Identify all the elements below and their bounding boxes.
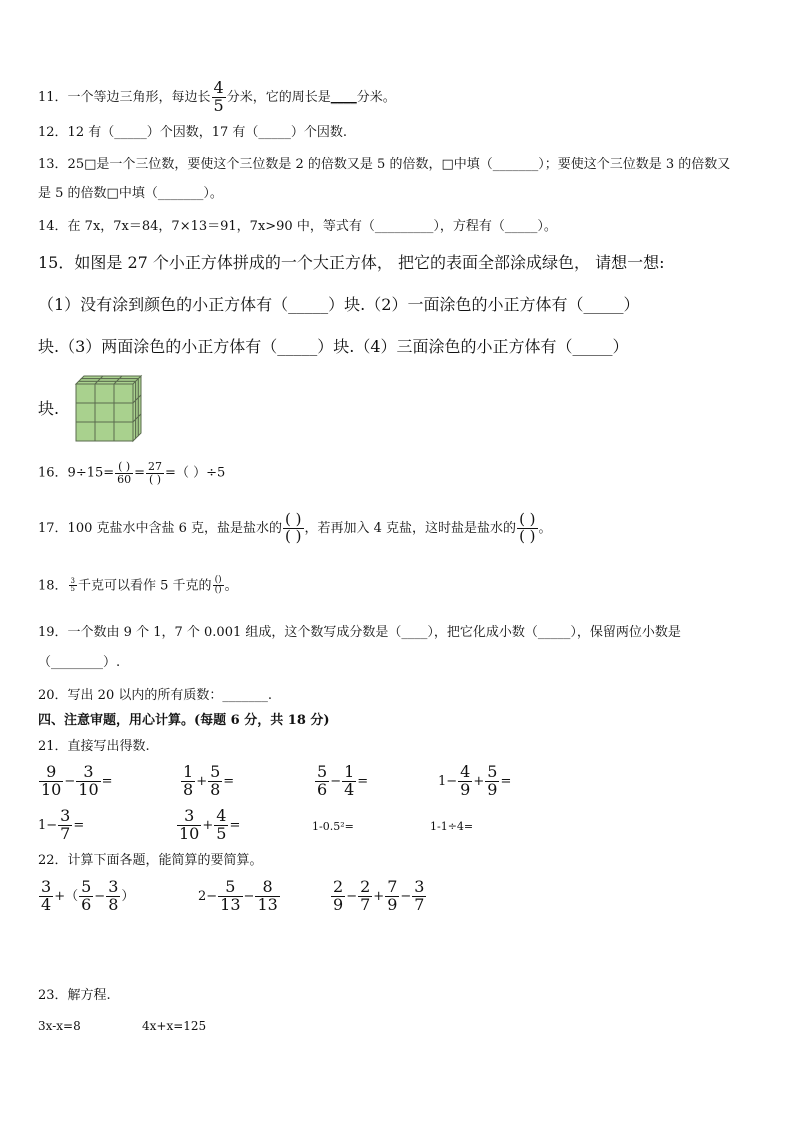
cube-side-cell	[138, 395, 141, 417]
cube-side-cell	[138, 414, 141, 436]
question-12: 12．12 有（_____）个因数，17 有（_____）个因数.	[38, 125, 348, 140]
q23-equation-1: 3x-x=8	[38, 1019, 81, 1033]
q11-pre: 11．一个等边三角形，每边长	[38, 89, 211, 105]
cube-front-cell	[95, 384, 114, 403]
cube-front-cell	[114, 384, 133, 403]
q21-expr-1: $\frac{9}{10}$ − $\frac{3}{10}$ =	[41, 762, 113, 799]
q17-fraction-1: $\frac{( )}{( )}$	[285, 510, 302, 545]
question-14: 14．在 7x，7x＝84，7×13＝91，7x>90 中，等式有（_________），方程有（_____）。	[38, 219, 557, 234]
cube-top-cell	[95, 381, 117, 384]
cube-front-cell	[114, 403, 133, 422]
q21-expr-4: 1− $\frac{4}{9}$ + $\frac{5}{9}$ =	[438, 762, 512, 799]
question-23-title: 23．解方程.	[38, 988, 111, 1003]
cube-top-cell	[76, 381, 98, 384]
cube-front-cell	[95, 422, 114, 441]
q21-expr-7: 1-0.5²=	[312, 820, 354, 833]
question-13-line1: 13．25□是一个三位数，要使这个三位数是 2 的倍数又是 5 的倍数，□中填（_______）；要使这个三位数是 3 的倍数又	[38, 157, 731, 172]
q16-fraction-2: $\frac{27}{( )}$	[148, 460, 163, 486]
question-15-line4: 块.	[38, 399, 60, 418]
question-15-line2: （1）没有涂到颜色的小正方体有（_____）块.（2）一面涂色的小正方体有（_____）	[38, 295, 640, 314]
question-13-line2: 是 5 的倍数□中填（_______）。	[38, 186, 223, 201]
q21-expr-5: 1− $\frac{3}{7}$ =	[38, 806, 85, 843]
section-4-title: 四、注意审题，用心计算。(每题 6 分，共 18 分)	[38, 713, 330, 728]
question-20: 20．写出 20 以内的所有质数：_______.	[38, 688, 272, 703]
cube-side-cell	[138, 376, 141, 398]
q22-expr-3: $\frac{2}{9}$ − $\frac{2}{7}$ + $\frac{7}{9}$ − $\frac{3}{7}$	[333, 877, 425, 914]
cube-front-cell	[76, 422, 95, 441]
question-16: 16．9÷15= $\frac{( )}{60}$ = $\frac{27}{( )}$ =（ ）÷5	[38, 460, 226, 486]
question-15-line1: 15．如图是 27 个小正方体拼成的一个大正方体， 把它的表面全部涂成绿色， 请想一想:	[38, 253, 665, 272]
cube-drawing	[76, 376, 141, 441]
q22-expr-2: 2− $\frac{5}{13}$ − $\frac{8}{13}$	[198, 877, 278, 914]
question-19-line2: （________）.	[38, 655, 121, 670]
q21-expr-2: $\frac{1}{8}$ + $\frac{5}{8}$ =	[183, 762, 235, 799]
cube-figure	[74, 374, 154, 444]
q18-blank-fraction: $\frac{()}{()}$	[214, 575, 222, 596]
q11-fraction: $\frac{4}{5}$	[213, 78, 224, 115]
question-18: 18． $\frac{3}{5}$ 千克可以看作 5 千克的 $\frac{()}{()}$ 。	[38, 575, 238, 596]
question-17: 17．100 克盐水中含盐 6 克，盐是盐水的 $\frac{( )}{( )}$ ，若再加入 4 克盐，这时盐是盐水的 $\frac{( )}{( )}$ 。	[38, 510, 552, 545]
q21-expr-6: $\frac{3}{10}$ + $\frac{4}{5}$ =	[179, 806, 241, 843]
q17-fraction-2: $\frac{( )}{( )}$	[519, 510, 536, 545]
q18-small-fraction: $\frac{3}{5}$	[70, 577, 76, 594]
cube-front-cell	[95, 403, 114, 422]
question-15-line3: 块.（3）两面涂色的小正方体有（_____）块.（4）三面涂色的小正方体有（_____）	[38, 337, 629, 356]
cube-front-cell	[114, 422, 133, 441]
question-11: 11．一个等边三角形，每边长 $\frac{4}{5}$ 分米，它的周长是____分米。	[38, 78, 396, 115]
q22-expr-1: $\frac{3}{4}$ +（ $\frac{5}{6}$ − $\frac{3}{8}$ ）	[41, 877, 135, 914]
cube-top-cell	[114, 381, 136, 384]
q16-fraction-1: $\frac{( )}{60}$	[117, 460, 132, 486]
question-22-title: 22．计算下面各题，能简算的要简算。	[38, 853, 263, 868]
q21-expr-3: $\frac{5}{6}$ − $\frac{1}{4}$ =	[317, 762, 369, 799]
q21-expr-8: 1-1÷4=	[430, 820, 474, 833]
cube-front-cell	[76, 384, 95, 403]
q23-equation-2: 4x+x=125	[142, 1019, 207, 1033]
cube-front-cell	[76, 403, 95, 422]
question-21-title: 21．直接写出得数.	[38, 739, 150, 754]
question-19-line1: 19．一个数由 9 个 1，7 个 0.001 组成，这个数写成分数是（____），把它化成小数（_____），保留两位小数是	[38, 625, 681, 640]
